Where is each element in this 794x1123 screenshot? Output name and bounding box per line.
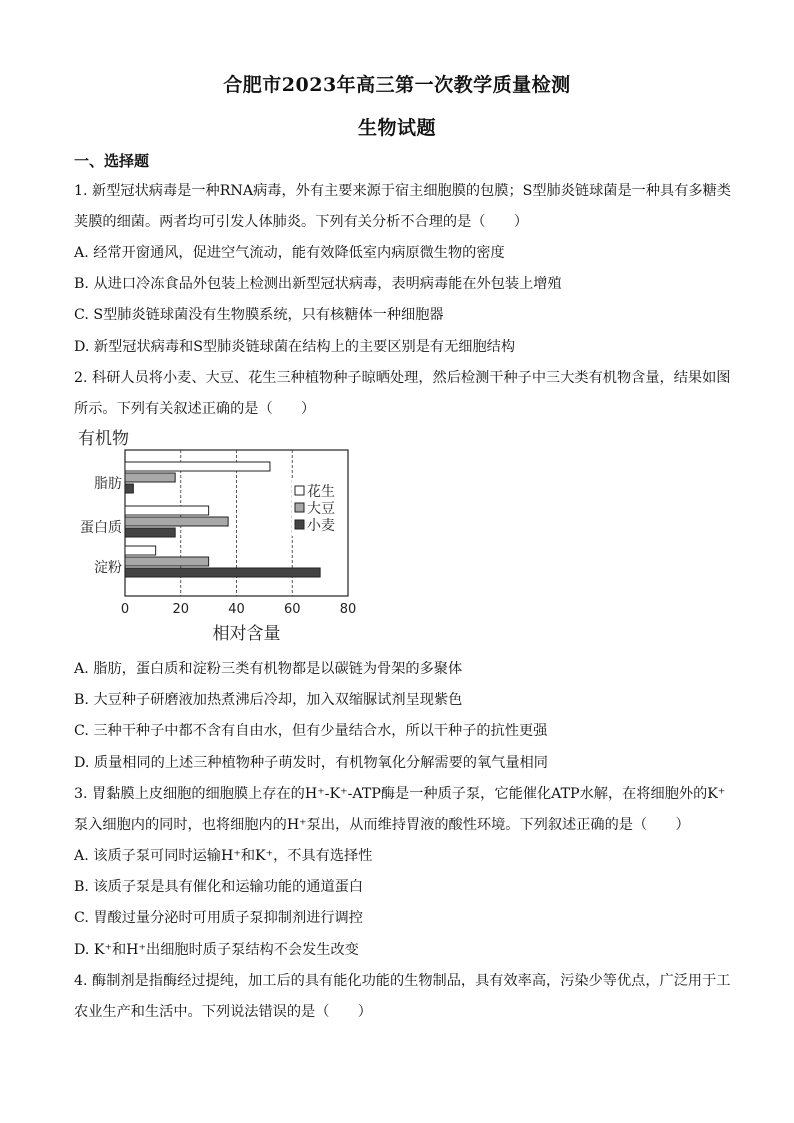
question-4-stem-cont: 农业生产和生活中。下列说法错误的是（ ） [74, 1004, 372, 1020]
legend-label-2: 小麦 [307, 518, 335, 534]
bar-淀粉-小麦 [125, 568, 320, 577]
page-subtitle: 生物试题 [357, 117, 436, 139]
bar-淀粉-大豆 [125, 557, 209, 566]
legend-label-0: 花生 [307, 484, 335, 500]
legend-swatch-0 [295, 486, 304, 495]
category-label-1: 蛋白质 [80, 520, 122, 536]
question-1-option-c: C. S型肺炎链球菌没有生物膜系统，只有核糖体一种细胞器 [74, 307, 444, 323]
category-label-0: 脂肪 [94, 476, 122, 492]
category-label-2: 淀粉 [94, 560, 122, 576]
question-3-option-a: A. 该质子泵可同时运输H⁺和K⁺，不具有选择性 [74, 848, 373, 864]
bar-脂肪-大豆 [125, 473, 175, 482]
question-1-option-b: B. 从进口冷冻食品外包装上检测出新型冠状病毒，表明病毒能在外包装上增殖 [74, 276, 562, 292]
question-3-stem-cont: 泵入细胞内的同时，也将细胞内的H⁺泵出，从而维持胃液的酸性环境。下列叙述正确的是（ ） [74, 817, 690, 833]
question-1-stem-cont: 荚膜的细菌。两者均可引发人体肺炎。下列有关分析不合理的是（ ） [74, 214, 529, 230]
x-tick-label-2: 40 [228, 602, 245, 617]
x-tick-label-0: 0 [120, 602, 130, 617]
x-tick-label-1: 20 [172, 602, 190, 617]
bar-蛋白质-大豆 [125, 517, 228, 526]
organic-matter-bar-chart [70, 428, 370, 648]
section-heading: 一、选择题 [74, 152, 150, 170]
question-3-stem: 3. 胃黏膜上皮细胞的细胞膜上存在的H⁺-K⁺-ATP酶是一种质子泵，它能催化ATP水解，在将细胞外的K⁺ [74, 786, 726, 802]
question-2-stem: 2. 科研人员将小麦、大豆、花生三种植物种子晾晒处理，然后检测干种子中三大类有机物含量，结果如图 [74, 370, 731, 386]
question-1-stem: 1. 新型冠状病毒是一种RNA病毒，外有主要来源于宿主细胞膜的包膜；S型肺炎链球菌是一种具有多糖类 [74, 183, 731, 199]
question-3-option-c: C. 胃酸过量分泌时可用质子泵抑制剂进行调控 [74, 910, 363, 926]
legend-label-1: 大豆 [307, 501, 335, 517]
x-tick-label-4: 80 [339, 602, 357, 617]
chart-title: 有机物 [78, 429, 129, 449]
bar-脂肪-花生 [125, 462, 270, 471]
bar-蛋白质-小麦 [125, 528, 175, 537]
question-2-stem-cont: 所示。下列有关叙述正确的是（ ） [74, 401, 316, 417]
question-2-option-a: A. 脂肪，蛋白质和淀粉三类有机物都是以碳链为骨架的多聚体 [74, 661, 463, 677]
page-title: 合肥市2023年高三第一次教学质量检测 [223, 74, 571, 96]
question-2-option-b: B. 大豆种子研磨液加热煮沸后冷却，加入双缩脲试剂呈现紫色 [74, 692, 463, 708]
question-1-option-d: D. 新型冠状病毒和S型肺炎链球菌在结构上的主要区别是有无细胞结构 [74, 339, 516, 355]
question-1-option-a: A. 经常开窗通风，促进空气流动，能有效降低室内病原微生物的密度 [74, 245, 505, 261]
question-3-option-d: D. K⁺和H⁺出细胞时质子泵结构不会发生改变 [74, 942, 359, 958]
question-3-option-b: B. 该质子泵是具有催化和运输功能的通道蛋白 [74, 879, 364, 895]
question-2-option-d: D. 质量相同的上述三种植物种子萌发时，有机物氧化分解需要的氧气量相同 [74, 755, 548, 771]
bar-淀粉-花生 [125, 546, 156, 555]
bar-脂肪-小麦 [125, 484, 133, 493]
question-4-stem: 4. 酶制剂是指酶经过提纯，加工后的具有能化功能的生物制品，具有效率高，污染少等优点，广泛用于工 [74, 973, 731, 989]
legend-swatch-2 [295, 520, 304, 529]
question-2-option-c: C. 三种干种子中都不含有自由水，但有少量结合水，所以干种子的抗性更强 [74, 723, 548, 739]
x-axis-label: 相对含量 [212, 624, 281, 644]
x-tick-label-3: 60 [283, 602, 301, 617]
legend-swatch-1 [295, 503, 304, 512]
bar-蛋白质-花生 [125, 506, 209, 515]
